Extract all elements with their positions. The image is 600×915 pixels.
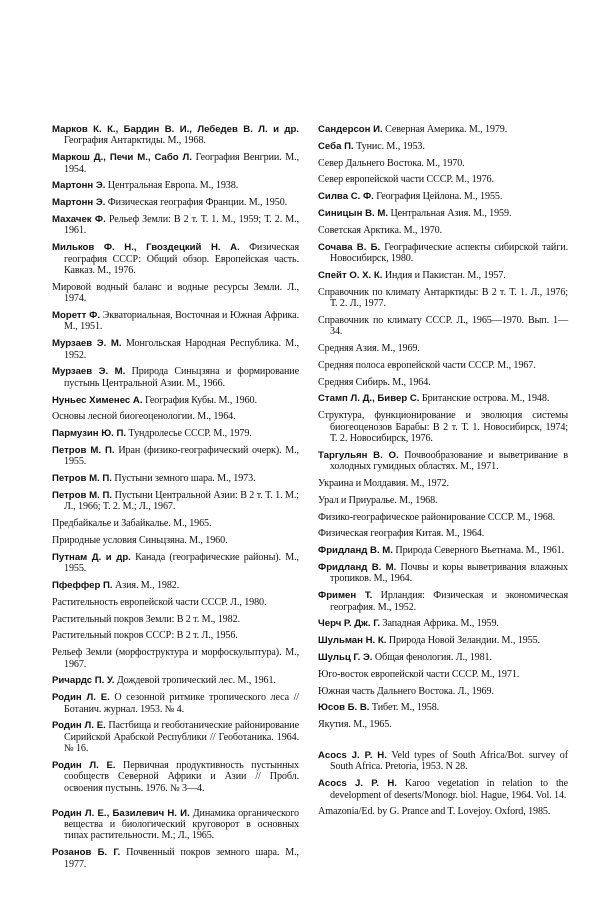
entry-text: Природа Северного Вьетнама. М., 1961. <box>395 545 565 557</box>
bibliography-entry <box>52 197 299 208</box>
entry-gap <box>52 800 299 808</box>
bibliography-entry <box>318 778 568 801</box>
entry-text: Общая фенология. Л., 1981. <box>374 651 492 663</box>
bibliography-entry <box>52 282 299 305</box>
bibliography-entry <box>318 686 568 697</box>
bibliography-entry <box>318 495 568 506</box>
bibliography-entry <box>318 669 568 680</box>
entry-text: Монгольская Народная Республика. М., 1952. <box>64 338 299 361</box>
bibliography-entry <box>318 158 568 169</box>
entry-author: Петров М. П. <box>52 445 115 457</box>
entry-text: Природные условия Синьцзяна. М., 1960. <box>52 535 228 547</box>
bibliography-entry <box>318 750 568 773</box>
bibliography-entry <box>52 242 299 276</box>
bibliography-entry <box>52 338 299 361</box>
bibliography-entry <box>318 174 568 185</box>
entry-author: Фридланд В. М. <box>318 561 397 573</box>
entry-author: Таргульян В. О. <box>318 449 399 461</box>
entry-text: Справочник по климату СССР. Л., 1965—1970. Вып. 1—34. <box>318 314 568 338</box>
bibliography-entry <box>318 191 568 202</box>
bibliography-entry <box>318 124 568 135</box>
bibliography-entry <box>318 315 568 338</box>
entry-text: Якутия. М., 1965. <box>318 719 392 731</box>
entry-author: Пармузин Ю. П. <box>52 428 127 440</box>
bibliography-entry <box>318 635 568 646</box>
entry-text: Средняя Сибирь. М., 1964. <box>318 376 431 388</box>
bibliography-entry <box>52 580 299 591</box>
bibliography-entry <box>318 343 568 354</box>
bibliography-entry <box>52 647 299 670</box>
bibliography-entry <box>52 552 299 575</box>
entry-author: Родин Л. Е., Базилевич Н. И. <box>52 807 190 819</box>
entry-text: Пустыни Центральной Азии: В 2 т. Т. 1. М.; Л., 1966; Т. 2. М.; Л., 1967. <box>64 490 299 513</box>
entry-text: Дождевой тропический лес. М., 1961. <box>116 675 276 687</box>
bibliography-entry <box>52 428 299 439</box>
entry-text: Почвенный покров земного шара. М., 1977. <box>64 847 299 870</box>
left-column <box>52 124 299 875</box>
entry-author: Стамп Л. Д., Бивер С. <box>318 393 420 405</box>
bibliography-entry <box>318 528 568 539</box>
entry-author: Ричардс П. У. <box>52 675 115 687</box>
entry-author: Мартонн Э. <box>52 197 106 209</box>
bibliography-entry <box>318 478 568 489</box>
bibliography-entry <box>52 473 299 484</box>
bibliography-entry <box>52 808 299 842</box>
entry-text: Север Дальнего Востока. М., 1970. <box>318 157 465 169</box>
entry-text: Почвообразование и выветривание в холодных гумидных областях. М., 1971. <box>330 449 568 473</box>
entry-author: Шульман Н. К. <box>318 635 387 647</box>
entry-author: Сандерсон И. <box>318 124 383 135</box>
entry-text: Veld types of South Africa/Bot. survey of South Africa. Pretoria, 1953. N 28. <box>330 749 568 773</box>
bibliography-entry <box>318 377 568 388</box>
entry-text: Физико-географическое районирование СССР. М., 1968. <box>318 511 556 523</box>
entry-author: Фридланд В. М. <box>318 545 393 557</box>
entry-author: Родин Л. Е. <box>52 720 106 732</box>
bibliography-entry <box>52 366 299 389</box>
entry-author: Фримен Т. <box>318 590 373 602</box>
entry-text: Основы лесной биогеоценологии. М., 1964. <box>52 411 236 423</box>
entry-text: Тибет. М., 1958. <box>371 702 440 714</box>
entry-text: Пастбища и геоботанические районирование Сирийской Арабской Республики // Геоботаника. 1964. № 16. <box>64 720 299 755</box>
bibliography-entry <box>318 590 568 613</box>
entry-author: Розанов Б. Г. <box>52 847 121 859</box>
entry-text: Азия. М., 1982. <box>115 580 180 592</box>
bibliography-entry <box>318 806 568 817</box>
entry-author: Моретт Ф. <box>52 310 101 322</box>
entry-author: Юсов Б. В. <box>318 702 370 714</box>
bibliography-entry <box>52 180 299 191</box>
entry-text: Ирландия: Физическая и экономическая география. М., 1952. <box>330 590 568 613</box>
bibliography-entry <box>318 545 568 556</box>
entry-text: Пустыни земного шара. М., 1973. <box>114 473 256 485</box>
bibliography-entry <box>318 287 568 310</box>
entry-text: Северная Америка. М., 1979. <box>385 124 508 135</box>
entry-text: Растительный покров СССР: В 2 т. Л., 1956. <box>52 630 238 642</box>
bibliography-entry <box>52 124 299 147</box>
entry-text: Структура, функционирование и эволюция системы биогеоценозов Барабы: В 2 т. Т. 1. Новосибирск, 1974; Т. 2. Новосибирск, 1976. <box>318 410 568 444</box>
bibliography-entry <box>52 214 299 237</box>
bibliography-entry <box>52 675 299 686</box>
entry-text: Средняя Азия. М., 1969. <box>318 342 420 354</box>
entry-text: Растительный покров Земли: В 2 т. М., 1982. <box>52 613 240 625</box>
entry-author: Нуньес Хименес А. <box>52 394 143 406</box>
entry-author: Мартонн Э. <box>52 180 106 192</box>
entry-author: Acocs J. P. H. <box>318 778 397 790</box>
bibliography-entry <box>52 411 299 422</box>
entry-author: Силва С. Ф. <box>318 191 374 203</box>
entry-text: Центральная Азия. М., 1959. <box>390 207 512 219</box>
entry-text: Советская Арктика. М., 1970. <box>318 224 443 236</box>
bibliography-entry <box>318 208 568 219</box>
entry-text: Иран (физико-географический очерк). М., 1955. <box>64 445 299 468</box>
bibliography-entry <box>52 630 299 641</box>
entry-author: Мурзаев Э. М. <box>52 366 126 378</box>
bibliography-entry <box>318 393 568 404</box>
bibliography-entry <box>52 760 299 794</box>
bibliography-entry <box>318 141 568 152</box>
entry-text: Почвы и коры выветривания влажных тропиков. М., 1964. <box>330 561 568 585</box>
entry-text: Север европейской части СССР. М., 1976. <box>318 174 494 186</box>
entry-author: Мурзаев Э. М. <box>52 338 122 350</box>
entry-text: География Венгрии. М., 1954. <box>64 152 299 175</box>
entry-text: Физическая география СССР: Общий обзор. Европейская часть. Кавказ. М., 1976. <box>64 242 299 277</box>
bibliography-entry <box>318 270 568 281</box>
bibliography-entry <box>52 847 299 870</box>
entry-text: Растительность европейской части СССР. Л., 1980. <box>52 596 267 608</box>
entry-text: Центральная Европа. М., 1938. <box>107 180 239 192</box>
entry-author: Спейт О. Х. К. <box>318 269 383 281</box>
entry-author: Петров М. П. <box>52 473 112 485</box>
entry-author: Марков К. К., Бардин В. И., Лебедев В. Л. и др. <box>52 124 299 135</box>
entry-text: Украина и Молдавия. М., 1972. <box>318 477 449 489</box>
entry-text: Экваториальная, Восточная и Южная Африка. М., 1951. <box>64 310 299 333</box>
bibliography-entry <box>318 450 568 473</box>
bibliography-entry <box>318 702 568 713</box>
bibliography-entry <box>52 490 299 513</box>
entry-author: Acocs J. P. H. <box>318 749 387 761</box>
entry-text: О сезонной ритмике тропического леса // Ботанич. журнал. 1953. № 4. <box>64 692 299 715</box>
bibliography-entry <box>318 242 568 265</box>
entry-text: Урал и Приуралье. М., 1968. <box>318 494 438 506</box>
bibliography-entry <box>52 720 299 754</box>
bibliography-entry <box>52 518 299 529</box>
entry-text: Тунис. М., 1953. <box>356 140 425 152</box>
entry-text: Amazonia/Ed. by G. Prance and T. Lovejoy. Oxford, 1985. <box>318 806 551 818</box>
entry-text: Мировой водный баланс и водные ресурсы Земли. Л., 1974. <box>52 281 299 305</box>
entry-author: Синицын В. М. <box>318 207 388 219</box>
right-column <box>318 124 568 823</box>
entry-text: Физическая география Китая. М., 1964. <box>318 528 485 540</box>
entry-author: Махачек Ф. <box>52 214 106 225</box>
entry-text: Рельеф Земли (морфоструктура и морфоскульптура). М., 1967. <box>52 647 299 670</box>
entry-text: Природа Синьцзяна и формирование пустынь Центральной Азии. М., 1966. <box>64 366 299 389</box>
entry-author: Мильков Ф. Н., Гвоздецкий Н. А. <box>52 242 240 254</box>
entry-text: География Кубы. М., 1960. <box>144 394 257 406</box>
bibliography-entry <box>52 310 299 333</box>
entry-text: Физическая география Франции. М., 1950. <box>107 197 288 209</box>
entry-text: География Антарктиды. М., 1968. <box>64 135 206 147</box>
bibliography-entry <box>52 535 299 546</box>
bibliography-entry <box>318 225 568 236</box>
bibliography-entry <box>52 692 299 715</box>
entry-text: Тундролесье СССР. М., 1979. <box>128 428 252 440</box>
entry-text: Karoo vegetation in relation to the development of deserts/Monogr. biol. Hague, 1964. Vol. 14. <box>330 778 568 801</box>
bibliography-entry <box>318 360 568 371</box>
bibliography-entry <box>318 512 568 523</box>
entry-author: Черч Р. Дж. Г. <box>318 618 381 630</box>
bibliography-entry <box>52 445 299 468</box>
entry-text: Западная Африка. М., 1959. <box>382 618 499 630</box>
entry-gap <box>318 736 568 750</box>
bibliography-entry <box>52 597 299 608</box>
bibliography-entry <box>318 410 568 444</box>
bibliography-entry <box>318 618 568 629</box>
entry-text: Средняя полоса европейской части СССР. М., 1967. <box>318 359 536 371</box>
entry-author: Родин Л. Е. <box>52 760 116 772</box>
entry-author: Шульц Г. Э. <box>318 651 373 663</box>
entry-author: Сочава В. Б. <box>318 241 381 253</box>
entry-text: Индия и Пакистан. М., 1957. <box>384 269 506 281</box>
bibliography-entry <box>318 562 568 585</box>
bibliography-entry <box>52 614 299 625</box>
entry-text: Первичная продуктивность пустынных сообществ Северной Африки и Азии // Пробл. освоения пустынь. 1976. № 3—4. <box>64 760 300 794</box>
entry-text: Динамика органического вещества и биологический круговорот в основных типах растительности. М.; Л., 1965. <box>64 807 299 842</box>
entry-author: Путнам Д. и др. <box>52 551 131 563</box>
bibliography-entry <box>318 652 568 663</box>
bibliography-entry <box>52 152 299 175</box>
entry-text: Предбайкалье и Забайкалье. М., 1965. <box>52 518 212 530</box>
entry-author: Пфеффер П. <box>52 580 113 592</box>
entry-author: Родин Л. Е. <box>52 692 110 704</box>
bibliography-entry <box>52 395 299 406</box>
entry-text: Справочник по климату Антарктиды: В 2 т. Т. 1. Л., 1976; Т. 2. Л., 1977. <box>318 286 568 309</box>
entry-text: Природа Новой Зеландии. М., 1955. <box>388 635 540 647</box>
entry-author: Петров М. П. <box>52 490 113 502</box>
entry-author: Себа П. <box>318 140 354 152</box>
entry-text: Южная часть Дальнего Востока. Л., 1969. <box>318 685 494 697</box>
entry-text: Британские острова. М., 1948. <box>421 393 550 405</box>
entry-text: Географические аспекты сибирской тайги. Новосибирск, 1980. <box>330 241 568 264</box>
entry-text: Канада (географические районы). М., 1955. <box>64 551 299 575</box>
entry-text: География Цейлона. М., 1955. <box>376 191 503 203</box>
entry-author: Маркош Д., Печи М., Сабо Л. <box>52 152 192 164</box>
entry-text: Юго-восток европейской части СССР. М., 1971. <box>318 668 520 680</box>
entry-text: Рельеф Земли: В 2 т. Т. 1. М., 1959; Т. 2. М., 1961. <box>64 214 299 237</box>
bibliography-entry <box>318 719 568 730</box>
